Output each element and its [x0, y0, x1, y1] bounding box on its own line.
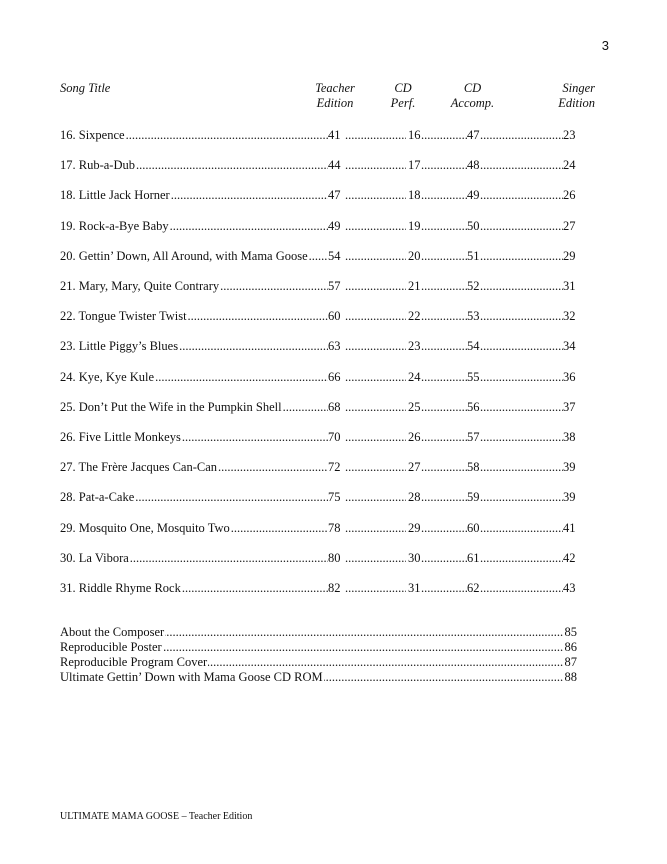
teacher-page: 49 — [328, 218, 341, 233]
dot-leader — [480, 399, 563, 415]
teacher-page: 57 — [328, 279, 341, 293]
header-line: Teacher — [315, 81, 355, 95]
dot-leader — [421, 187, 467, 203]
dot-leader — [421, 157, 467, 173]
dot-leader — [421, 308, 467, 324]
dot-leader — [421, 127, 467, 143]
teacher-page: 78 — [328, 520, 341, 535]
teacher-page: 72 — [328, 460, 341, 475]
singer-page: 26 — [563, 188, 576, 203]
dot-leader — [60, 338, 328, 354]
dot-leader — [60, 187, 328, 203]
cd-accomp-track: 56 — [467, 399, 480, 414]
dot-leader — [60, 399, 328, 415]
toc-row — [60, 459, 577, 475]
dot-leader — [345, 218, 406, 234]
dot-leader — [345, 399, 406, 415]
dot-leader — [345, 157, 406, 173]
cd-perf-track: 19 — [408, 218, 421, 233]
singer-page: 36 — [563, 369, 576, 384]
header-line: Accomp. — [450, 96, 495, 110]
dot-leader — [480, 489, 563, 505]
header-singer-edition — [545, 81, 595, 111]
teacher-page: 54 — [328, 248, 341, 263]
dot-leader — [60, 429, 328, 445]
cd-accomp-track: 58 — [467, 460, 480, 475]
dot-leader — [421, 369, 467, 385]
song-title: 25. Don’t Put the Wife in the Pumpkin Shell — [60, 399, 282, 414]
cd-perf-track: 29 — [408, 520, 421, 535]
dot-leader — [60, 218, 328, 234]
dot-leader — [345, 520, 406, 536]
toc-row — [60, 338, 577, 354]
dot-leader — [345, 550, 406, 566]
teacher-page: 66 — [328, 369, 341, 384]
cd-perf-track: 27 — [408, 460, 421, 475]
cd-accomp-track: 48 — [467, 158, 480, 173]
dot-leader — [345, 429, 406, 445]
header-song-title: Song Title — [60, 81, 111, 95]
dot-leader — [60, 580, 328, 596]
singer-page: 42 — [563, 550, 576, 565]
cd-accomp-track: 59 — [467, 490, 480, 505]
teacher-page: 70 — [328, 430, 341, 444]
dot-leader — [345, 278, 406, 294]
song-title: 26. Five Little Monkeys — [60, 430, 181, 444]
back-matter-row — [60, 625, 577, 640]
singer-page: 27 — [563, 218, 576, 233]
toc-row — [60, 127, 577, 143]
dot-leader — [480, 369, 563, 385]
cd-accomp-track: 57 — [467, 430, 480, 444]
cd-accomp-track: 54 — [467, 339, 480, 354]
header-line: Edition — [316, 96, 354, 110]
back-matter-page: 87 — [564, 655, 577, 669]
cd-perf-track: 22 — [408, 309, 421, 324]
cd-perf-track: 24 — [408, 369, 421, 384]
dot-leader — [60, 278, 328, 294]
dot-leader — [345, 459, 406, 475]
cd-perf-track: 16 — [408, 128, 421, 142]
cd-accomp-track: 51 — [467, 248, 480, 263]
back-matter-page: 88 — [564, 670, 577, 684]
dot-leader — [345, 127, 406, 143]
dot-leader — [60, 127, 328, 143]
dot-leader — [421, 218, 467, 234]
song-title: 29. Mosquito One, Mosquito Two — [60, 520, 230, 535]
header-cd-accomp — [445, 81, 500, 111]
song-title: 16. Sixpence — [60, 128, 125, 142]
dot-leader — [60, 248, 328, 264]
header-line: Edition — [558, 96, 595, 110]
page-number: 3 — [601, 38, 609, 53]
dot-leader — [421, 278, 467, 294]
dot-leader — [480, 127, 563, 143]
toc-row — [60, 157, 577, 173]
footer: ULTIMATE MAMA GOOSE – Teacher Edition — [60, 811, 253, 822]
cd-accomp-track: 52 — [467, 279, 480, 293]
teacher-page: 68 — [328, 399, 341, 414]
dot-leader — [480, 429, 563, 445]
cd-accomp-track: 50 — [467, 218, 480, 233]
toc-row — [60, 520, 577, 536]
singer-page: 31 — [563, 279, 576, 293]
dot-leader — [345, 489, 406, 505]
teacher-page: 60 — [328, 309, 341, 324]
cd-accomp-track: 47 — [467, 128, 480, 142]
cd-perf-track: 20 — [408, 248, 421, 263]
teacher-page: 44 — [328, 158, 341, 173]
teacher-page: 75 — [328, 490, 341, 505]
dot-leader — [421, 399, 467, 415]
cd-accomp-track: 61 — [467, 550, 480, 565]
toc-row — [60, 580, 577, 596]
singer-page: 23 — [563, 128, 576, 142]
song-title: 19. Rock-a-Bye Baby — [60, 218, 169, 233]
cd-perf-track: 28 — [408, 490, 421, 505]
dot-leader — [60, 459, 328, 475]
header-line: Perf. — [390, 96, 416, 110]
song-title: 18. Little Jack Horner — [60, 188, 170, 203]
teacher-page: 80 — [328, 550, 341, 565]
cd-perf-track: 30 — [408, 550, 421, 565]
dot-leader — [480, 187, 563, 203]
cd-perf-track: 26 — [408, 430, 421, 444]
song-title: 17. Rub-a-Dub — [60, 158, 135, 173]
cd-perf-track: 21 — [408, 279, 421, 293]
dot-leader — [421, 580, 467, 596]
toc-row — [60, 550, 577, 566]
dot-leader — [480, 248, 563, 264]
dot-leader — [60, 489, 328, 505]
cd-perf-track: 25 — [408, 399, 421, 414]
song-title: 31. Riddle Rhyme Rock — [60, 581, 181, 595]
dot-leader — [345, 248, 406, 264]
teacher-page: 63 — [328, 339, 341, 354]
cd-accomp-track: 62 — [467, 581, 480, 595]
dot-leader — [480, 550, 563, 566]
cd-perf-track: 31 — [408, 581, 421, 595]
toc-row — [60, 218, 577, 234]
toc-row — [60, 308, 577, 324]
cd-accomp-track: 49 — [467, 188, 480, 203]
singer-page: 41 — [563, 520, 576, 535]
song-title: 27. The Frère Jacques Can-Can — [60, 460, 218, 475]
song-title: 24. Kye, Kye Kule — [60, 369, 155, 384]
teacher-page: 47 — [328, 188, 341, 203]
song-title: 28. Pat-a-Cake — [60, 490, 135, 505]
back-matter-title: About the Composer — [60, 625, 165, 639]
toc-row — [60, 369, 577, 385]
back-matter-row — [60, 640, 577, 655]
singer-page: 29 — [563, 248, 576, 263]
singer-page: 32 — [563, 309, 576, 324]
dot-leader — [60, 308, 328, 324]
back-matter-page: 86 — [564, 640, 577, 654]
cd-accomp-track: 60 — [467, 520, 480, 535]
dot-leader — [345, 580, 406, 596]
dot-leader — [480, 157, 563, 173]
header-line: CD — [394, 81, 412, 95]
dot-leader — [60, 550, 328, 566]
song-title: 22. Tongue Twister Twist — [60, 309, 187, 324]
back-matter-title: Reproducible Program Cover — [60, 655, 208, 669]
back-matter-title: Reproducible Poster — [60, 640, 162, 654]
dot-leader — [480, 580, 563, 596]
dot-leader — [421, 520, 467, 536]
dot-leader — [345, 338, 406, 354]
toc-row — [60, 187, 577, 203]
dot-leader — [421, 459, 467, 475]
dot-leader — [60, 520, 328, 536]
dot-leader — [345, 187, 406, 203]
dot-leader — [421, 248, 467, 264]
dot-leader — [480, 520, 563, 536]
cd-perf-track: 23 — [408, 339, 421, 354]
dot-leader — [345, 369, 406, 385]
dot-leader — [480, 308, 563, 324]
teacher-page: 82 — [328, 581, 341, 595]
song-title: 23. Little Piggy’s Blues — [60, 339, 179, 354]
singer-page: 37 — [563, 399, 576, 414]
singer-page: 24 — [563, 158, 576, 173]
back-matter-row — [60, 670, 577, 685]
toc-row — [60, 429, 577, 445]
toc-row — [60, 278, 577, 294]
cd-accomp-track: 55 — [467, 369, 480, 384]
back-matter-row — [60, 655, 577, 670]
teacher-page: 41 — [328, 128, 341, 142]
singer-page: 38 — [563, 430, 576, 444]
back-matter-page: 85 — [564, 625, 577, 639]
singer-page: 39 — [563, 460, 576, 475]
song-title: 20. Gettin’ Down, All Around, with Mama Goose — [60, 248, 308, 263]
dot-leader — [60, 369, 328, 385]
header-teacher-edition — [310, 81, 360, 111]
toc-row — [60, 489, 577, 505]
cd-perf-track: 18 — [408, 188, 421, 203]
header-cd-perf — [383, 81, 423, 111]
dot-leader — [421, 489, 467, 505]
header-line: CD — [463, 81, 482, 95]
dot-leader — [345, 308, 406, 324]
toc-row — [60, 399, 577, 415]
dot-leader — [421, 429, 467, 445]
dot-leader — [480, 218, 563, 234]
singer-page: 43 — [563, 581, 576, 595]
song-title: 21. Mary, Mary, Quite Contrary — [60, 279, 220, 293]
cd-perf-track: 17 — [408, 158, 421, 173]
dot-leader — [480, 338, 563, 354]
cd-accomp-track: 53 — [467, 309, 480, 324]
dot-leader — [60, 157, 328, 173]
song-title: 30. La Vibora — [60, 550, 129, 565]
singer-page: 39 — [563, 490, 576, 505]
singer-page: 34 — [563, 339, 576, 354]
header-line: Singer — [562, 81, 595, 95]
dot-leader — [480, 459, 563, 475]
dot-leader — [480, 278, 563, 294]
toc-row — [60, 248, 577, 264]
dot-leader — [421, 550, 467, 566]
back-matter-title: Ultimate Gettin’ Down with Mama Goose CD ROM — [60, 670, 323, 684]
dot-leader — [421, 338, 467, 354]
